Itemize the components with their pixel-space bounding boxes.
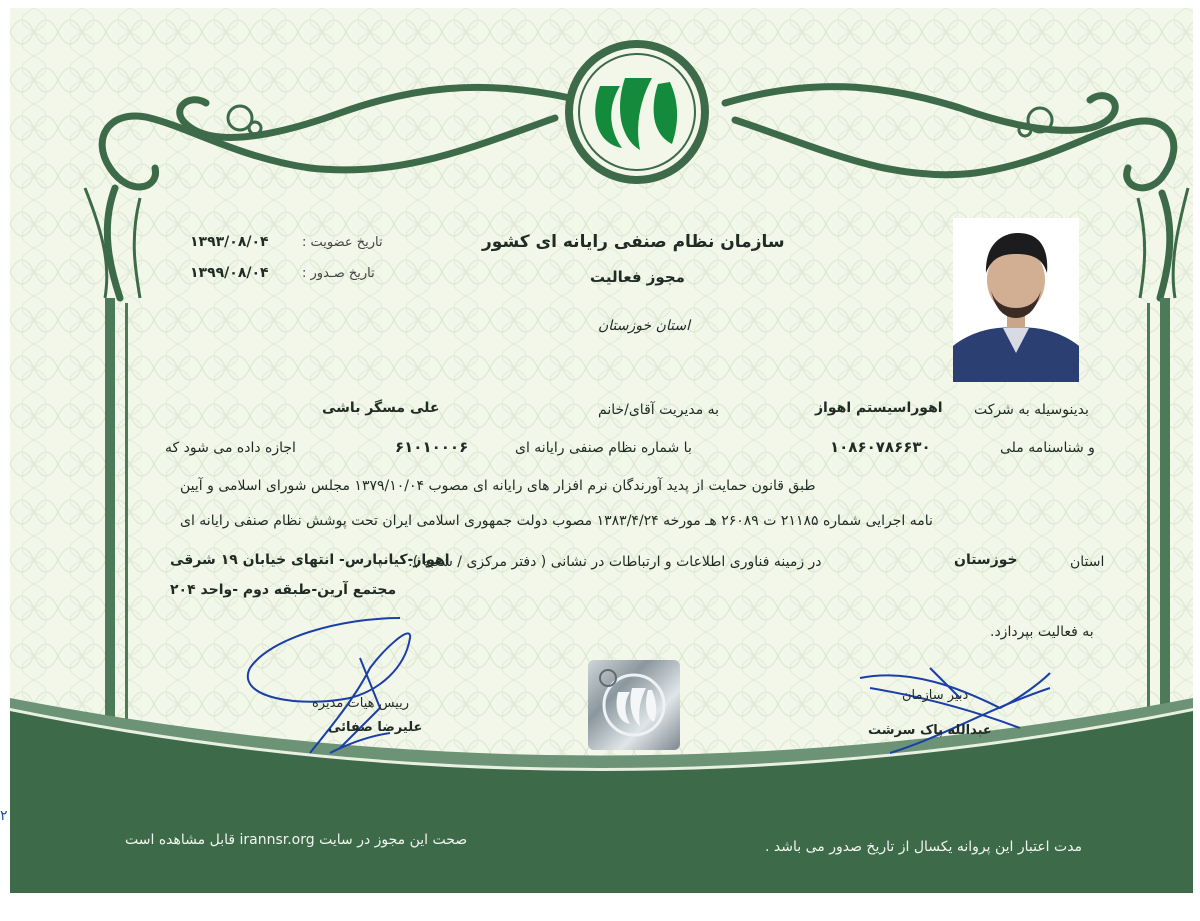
border-right-thick: [1160, 298, 1170, 738]
org-name: سازمان نظام صنفی رایانه ای کشور: [482, 232, 785, 252]
address-line1: اهواز-کیانپارس- انتهای خیابان ۱۹ شرقی: [170, 552, 450, 568]
doc-title: مجوز فعالیت: [590, 268, 685, 286]
footer-verification-note: صحت این مجوز در سایت irannsr.org قابل مشاهده است: [125, 832, 468, 848]
body-line5-address-label: در زمینه فناوری اطلاعات و ارتباطات در نشانی ( دفتر مرکزی / شعبه ):: [408, 554, 822, 570]
board-chair-name: علیرضا صفائی: [328, 720, 423, 735]
issue-date: ۱۳۹۹/۰۸/۰۴: [190, 265, 269, 281]
national-id: ۱۰۸۶۰۷۸۶۶۳۰: [830, 438, 931, 456]
secretary-title: دبیر سازمان: [902, 688, 969, 703]
body-line5-prefix: استان: [1070, 554, 1105, 570]
issue-date-label: تاریخ صـدور :: [302, 266, 375, 281]
body-line3: طبق قانون حمایت از پدید آورندگان نرم افزار های رایانه ای مصوب ۱۳۷۹/۱۰/۰۴ مجلس شورای اسلامی و آیین: [180, 478, 816, 494]
membership-date-label: تاریخ عضویت :: [302, 235, 383, 250]
body-line2-prefix: و شناسنامه ملی: [1000, 440, 1095, 456]
membership-date: ۱۳۹۳/۰۸/۰۴: [190, 234, 269, 250]
footer-validity-note: مدت اعتبار این پروانه یکسال از تاریخ صدور می باشد .: [765, 839, 1083, 855]
org-logo-icon: [565, 40, 709, 184]
body-line1-prefix: بدینوسیله به شرکت: [974, 402, 1089, 418]
company-name: اهوراسیستم اهواز: [815, 400, 943, 416]
province-name: خوزستان: [954, 552, 1018, 568]
body-line4: نامه اجرایی شماره ۲۱۱۸۵ ت ۲۶۰۸۹ هـ مورخه ۱۳۸۳/۴/۲۴ مصوب دولت جمهوری اسلامی ایران تحت پوشش نظام صنفی رایانه ای: [180, 513, 933, 529]
hologram-seal-icon: [588, 660, 680, 750]
edge-mark: ۲: [0, 808, 8, 824]
body-line7: به فعالیت بپردازد.: [990, 624, 1094, 640]
body-line2-suffix: اجازه داده می شود که: [165, 440, 296, 456]
address-line2: مجتمع آرین-طبقه دوم -واحد ۲۰۴: [170, 582, 397, 598]
border-right-thin: [1147, 303, 1150, 738]
body-line1-manager-label: به مدیریت آقای/خانم: [598, 402, 720, 418]
body-line2-member-label: با شماره نظام صنفی رایانه ای: [515, 440, 692, 456]
member-number: ۶۱۰۱۰۰۰۶: [395, 438, 469, 456]
manager-name: علی مسگر باشی: [322, 400, 440, 416]
province-title: استان خوزستان: [598, 318, 690, 334]
board-chair-title: رییس هیات مدیره: [312, 696, 410, 711]
border-left-thin: [125, 303, 128, 738]
member-photo: [953, 218, 1079, 382]
border-left-thick: [105, 298, 115, 738]
secretary-name: عبدالله پاک سرشت: [868, 723, 992, 738]
certificate: [10, 8, 1193, 893]
